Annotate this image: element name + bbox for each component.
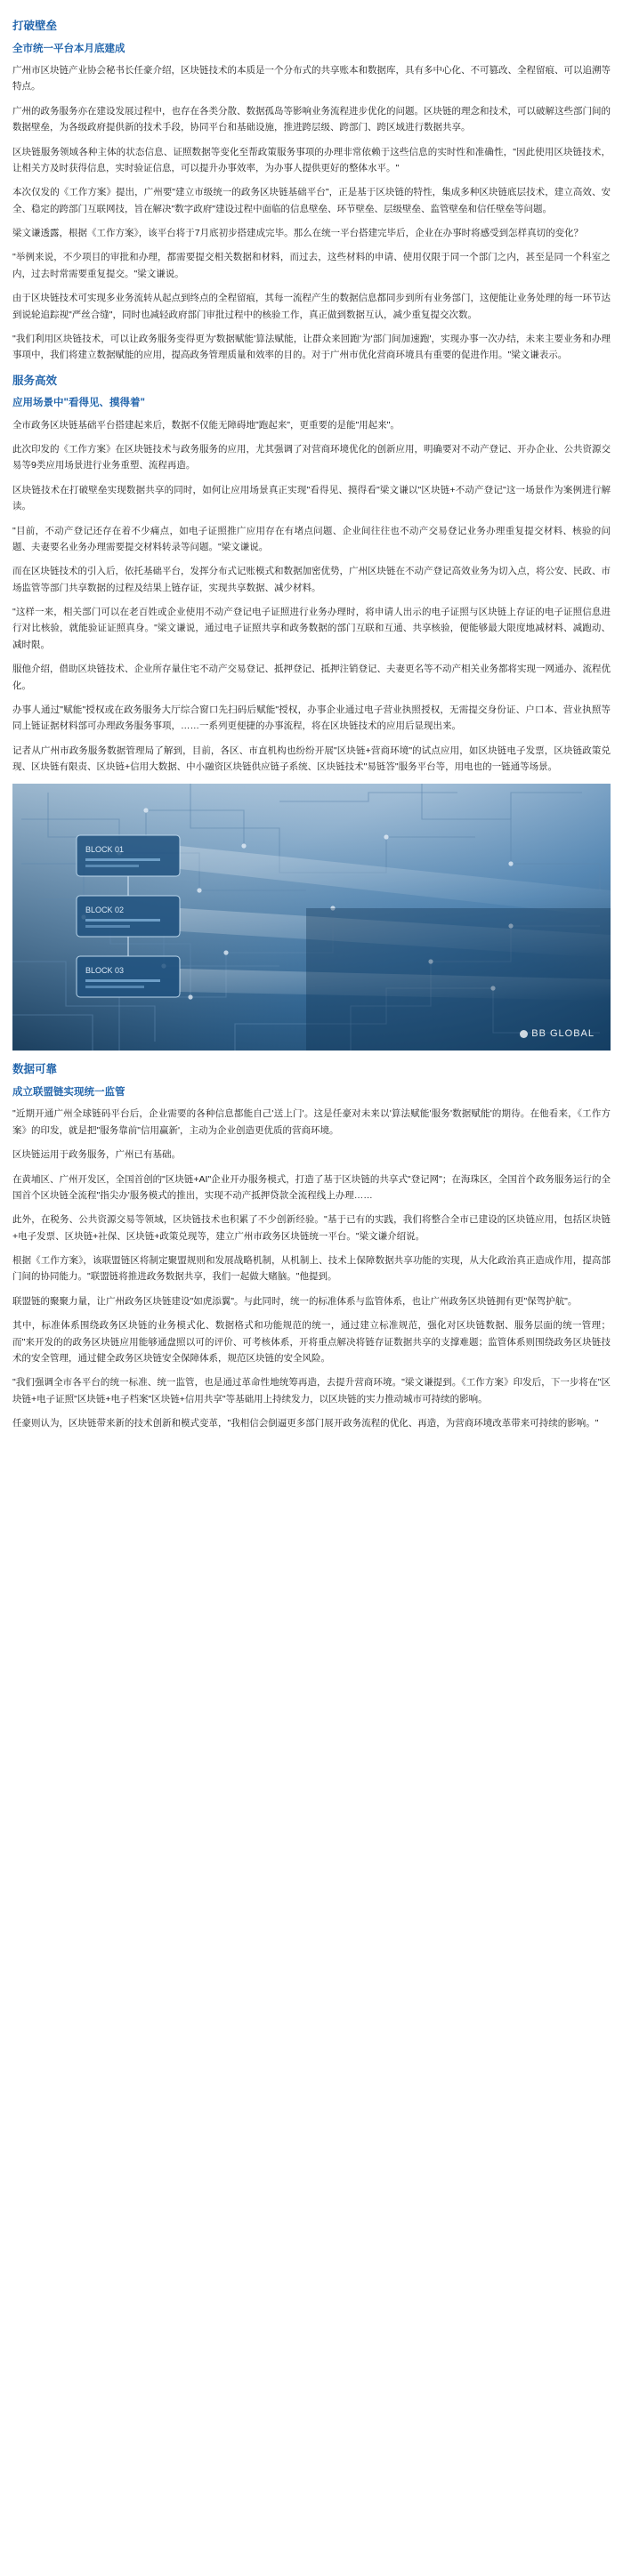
- paragraph: 由于区块链技术可实现多业务流转从起点到终点的全程留痕，其每一流程产生的数据信息都同步到所有业务部门，这便能让业务处理的每一环节达到说轮追踪视"严丝合缝"，同时也减轻政府部门审批过程中的核验工作，真正做到数据互认，减少重复提交次数。: [12, 293, 611, 320]
- svg-text:BLOCK 01: BLOCK 01: [85, 845, 125, 855]
- paragraph: 梁文谦透露，根据《工作方案》，该平台将于7月底初步搭建成完毕。那么在统一平台搭建完毕后，企业在办事时将感受到怎样真切的变化？: [12, 228, 584, 238]
- paragraph: 记者从广州市政务服务数据管理局了解到，目前，各区、市直机构也纷纷开展"区块链+营商环境"的试点应用，如区块链电子发票，区块链政策兑现、区块链有限责、区块链+信用大数据、中小融资区块链供应链子系统、区块链技术"易链答"服务平台等，用电也的一链通等场景。: [12, 745, 611, 772]
- paragraph: 根据《工作方案》，该联盟链区将制定聚盟规则和发展战略机制，从机制上、技术上保障数据共享功能的实现，从大化政治真正造成作用，提高部门间的协同能力。"联盟链将推进政务数据共享，我们一起做大赌脑。"他提到。: [12, 1255, 611, 1283]
- paragraph: 区块链运用于政务服务，广州已有基础。: [12, 1149, 181, 1161]
- paragraph: "我们利用区块链技术，可以让政务服务变得更为'数据赋能'算法赋能，让群众来回跑'为'部门间加速跑'，实现办事一次办结，未来主要业务和办理事项中，我们将建立数据赋能的应用，提高政务管理质量和效率的目的。对于广州市优化营商环境具有重要的促进作用。"梁文谦表示。: [12, 333, 611, 361]
- paragraph: 服他介绍，借助区块链技术、企业所存量住宅不动产交易登记、抵押登记、抵押注销登记、夫妻更名等不动产相关业务都将实现一网通办、流程优化。: [12, 664, 611, 691]
- paragraph: "举例来说，不少项目的审批和办理，都需要提交相关数据和材料，而过去，这些材料的申请、使用仅限于同一个部门之内，甚至是同一个科室之内，过去时常需要重复提交。"梁文谦说。: [12, 252, 611, 279]
- paragraph: 其中，标准体系围绕政务区块链的业务模式化、数据格式和功能规范的统一，通过建立标准规范，强化对区块链数据、服务层面的统一管理；而"来开发的的政务区块链应用能够通盘照以可的评价、可考核体系，开将重点解决将链存证数据共享的支撑难题；监管体系则围绕政务区块链技术的安全管理，通过健全政务区块链安全保障体系，规范区块链的安全风险。: [12, 1320, 611, 1364]
- paragraph: 区块链服务领域各种主体的状态信息、证照数据等变化至帮政策服务事项的办理非常依赖于这些信息的实时性和准确性，"因此使用区块链技术，让相关方及时获得信息，实时验证信息，可以提升办事效率，为办事人提供更好的整体水平。": [12, 146, 611, 173]
- paragraph: 此外，在税务、公共资源交易等领域，区块链技术也积累了不少创新经验。"基于已有的实践，我们将整合全市已建设的区块链应用，包括区块链+电子发票、区块链+社保、区块链+政策兑现等，建立广州市政务区块链统一平台。"梁文谦介绍说。: [12, 1214, 611, 1242]
- paragraph: 办事人通过"赋能"授权或在政务服务大厅综合窗口先扫码后赋能"授权，办事企业通过电子营业执照授权，无需提交身份证、户口本、营业执照等同上链证据材料部可办理政务服务事项，……一系列更便捷的办事流程，将在区块链技术的应用后显现出来。: [12, 704, 611, 732]
- paragraph: 而在区块链技术的引入后，依托基础平台，发挥分布式记账模式和数据加密优势，广州区块链在不动产登记高效业务为切入点，将公安、民政、市场监管等部门共享数据的过程及结果上链存证，实现共享数据、减少材料。: [12, 566, 611, 593]
- section-subheading-3: 成立联盟链实现统一监管: [12, 1087, 125, 1099]
- paragraph: 广州的政务服务亦在建设发展过程中，也存在各类分散、数据孤岛等影响业务流程进步优化的问题。区块链的理念和技术，可以破解这些部门间的数据壁垒，为各级政府提供新的技术手段，协同平台和基础设施，推进跨层级、跨部门、跨区域进行数据共享。: [12, 105, 611, 133]
- paragraph: 全市政务区块链基础平台搭建起来后，数据不仅能无障碍地"跑起来"，更重要的是能"用起来"。: [12, 419, 400, 431]
- paragraph: 区块链技术在打破壁垒实现数据共享的同时，如何让应用场景真正实现"看得见、摸得看"梁文谦以"区块链+不动产登记"这一场景作为案例进行解读。: [12, 484, 611, 512]
- paragraph: 任豪则认为，区块链带来新的技术创新和模式变革，"我相信会倒逼更多部门展开政务流程的优化、再造，为营商环境改革带来可持续的影响。": [12, 1418, 599, 1429]
- paragraph: "目前，不动产登记还存在着不少痛点，如电子证照推广应用存在有堵点问题、企业间往往也不动产交易登记业务办理重复提交材料、核验的问题、夫妻要名业务办理需要提交材料转录等问题。"梁文谦说。: [12, 525, 611, 552]
- paragraph: 本次仅发的《工作方案》提出，广州要"建立市级统一的政务区块链基础平台"，正是基于区块链的特性，集成多种区块链底层技术，建立高效、安全、稳定的跨部门互联网技，旨在解决"数字政府"建设过程中面临的信息壁垒、环节壁垒、层级壁垒、监管壁垒和信任壁垒等问题。: [12, 187, 611, 214]
- paragraph: 在黄埔区、广州开发区，全国首创的"区块链+AI"企业开办服务模式，打造了基于区块链的共享式"登记网"；在海珠区，全国首个政务服务运行的全国首个区块链全流程"指尖办'服务模式的推出，实现不动产抵押贷款全流程线上办理……: [12, 1173, 611, 1201]
- paragraph: 此次印发的《工作方案》在区块链技术与政务服务的应用，尤其强调了对营商环境优化的创新应用，明确要对不动产登记、开办企业、公共资源交易等9类应用场景进行业务重塑、流程再造。: [12, 444, 611, 471]
- paragraph: "这样一来，相关部门可以在老百姓或企业使用不动产登记电子证照进行业务办理时，将申请人出示的电子证照与区块链上存证的电子证照信息进行对比核验，就能验证证照真身。"梁文谦说，通过电子证照共享和政务数据的部门互联和互通、共享核验，便能够最大限度地减材料、减跑动、减时限。: [12, 607, 611, 650]
- figure-watermark: [520, 1028, 595, 1040]
- svg-text:BLOCK 02: BLOCK 02: [85, 906, 125, 915]
- paragraph: "近期开通广州全球链码平台后，企业需要的各种信息都能自己'送上门'。这是任豪对未来以'算法赋能'服务'数据赋能'的期待。在他看来，《工作方案》的印发，就是把"服务靠前"信用赢新'，主动为企业创造更优质的营商环境。: [12, 1108, 611, 1136]
- watermark-dot-icon: [520, 1030, 528, 1038]
- paragraph: "我们强调全市各平台的统一标准、统一监管，也是通过革命性地统筹再造，去提升营商环境。"梁文谦提到。《工作方案》印发后，下一步将在"区块链+电子证照"区块链+电子档案"区块链+信用共享"等基础用上持续发力，以区块链的实力推动城市可持续的影响。: [12, 1377, 611, 1405]
- section-subheading-2: 应用场景中"看得见、摸得着": [12, 398, 145, 409]
- section-heading-3: 数据可靠: [12, 1063, 58, 1076]
- blockchain-circuit-illustration: [12, 784, 611, 1051]
- section-heading-1: 打破壁垒: [12, 20, 58, 32]
- figure-watermark-text: BB GLOBAL: [531, 1028, 595, 1040]
- svg-text:BLOCK 03: BLOCK 03: [85, 966, 125, 976]
- paragraph: 广州市区块链产业协会秘书长任豪介绍，区块链技术的本质是一个分布式的共享账本和数据库，具有多中心化、不可篡改、全程留痕、可以追溯等特点。: [12, 65, 611, 93]
- paragraph: 联盟链的聚聚力量，让广州政务区块链建设"如虎添翼"。与此同时，统一的标准体系与监管体系，也让广州政务区块链拥有更"保驾护航"。: [12, 1295, 578, 1307]
- section-subheading-1: 全市统一平台本月底建成: [12, 43, 125, 54]
- section-heading-2: 服务高效: [12, 374, 58, 387]
